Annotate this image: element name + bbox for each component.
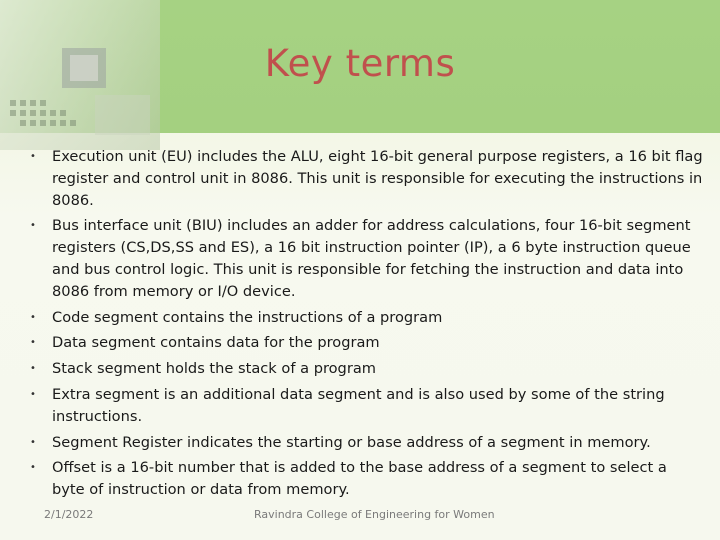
list-item-text: Offset is a 16-bit number that is added to the base address of a segment to select a byte of instruction or data from memory. <box>52 459 667 499</box>
list-item-text: Extra segment is an additional data segment and is also used by some of the string instructions. <box>52 385 665 425</box>
list-item <box>24 215 704 302</box>
list-item <box>24 432 704 454</box>
bullet-icon: • <box>30 436 36 448</box>
bullet-icon: • <box>30 311 36 323</box>
bullet-icon: • <box>30 220 36 232</box>
footer-date: 2/1/2022 <box>44 508 94 521</box>
footer-institution: Ravindra College of Engineering for Women <box>254 508 495 521</box>
list-item <box>24 332 704 354</box>
bullet-icon: • <box>30 337 36 349</box>
list-item <box>24 146 704 211</box>
bullet-icon: • <box>30 151 36 162</box>
list-item-text: Segment Register indicates the starting or base address of a segment in memory. <box>52 433 651 451</box>
list-item <box>24 457 704 501</box>
list-item-text: Execution unit (EU) includes the ALU, eight 16-bit general purpose registers, a 16 bit flag register and control unit in 8086. This unit is responsible for executing the instructions in 8086. <box>52 148 703 209</box>
bullet-icon: • <box>30 462 36 474</box>
slide-title: Key terms <box>264 42 456 85</box>
bullet-icon: • <box>30 388 36 400</box>
list-item-text: Bus interface unit (BIU) includes an adder for address calculations, four 16-bit segment registers (CS,DS,SS and ES), a 16 bit instruction pointer (IP), a 6 byte instruction queue and bus control logic. This unit is responsible for fetching the instruction and data into 8086 from memory or I/O device. <box>52 217 691 300</box>
list-item-text: Data segment contains data for the program <box>52 334 380 352</box>
list-item <box>24 307 704 329</box>
list-item <box>24 358 704 380</box>
bullet-list <box>24 146 704 505</box>
list-item-text: Stack segment holds the stack of a program <box>52 360 376 378</box>
bullet-icon: • <box>30 363 36 375</box>
list-item <box>24 384 704 428</box>
list-item-text: Code segment contains the instructions of a program <box>52 308 443 326</box>
